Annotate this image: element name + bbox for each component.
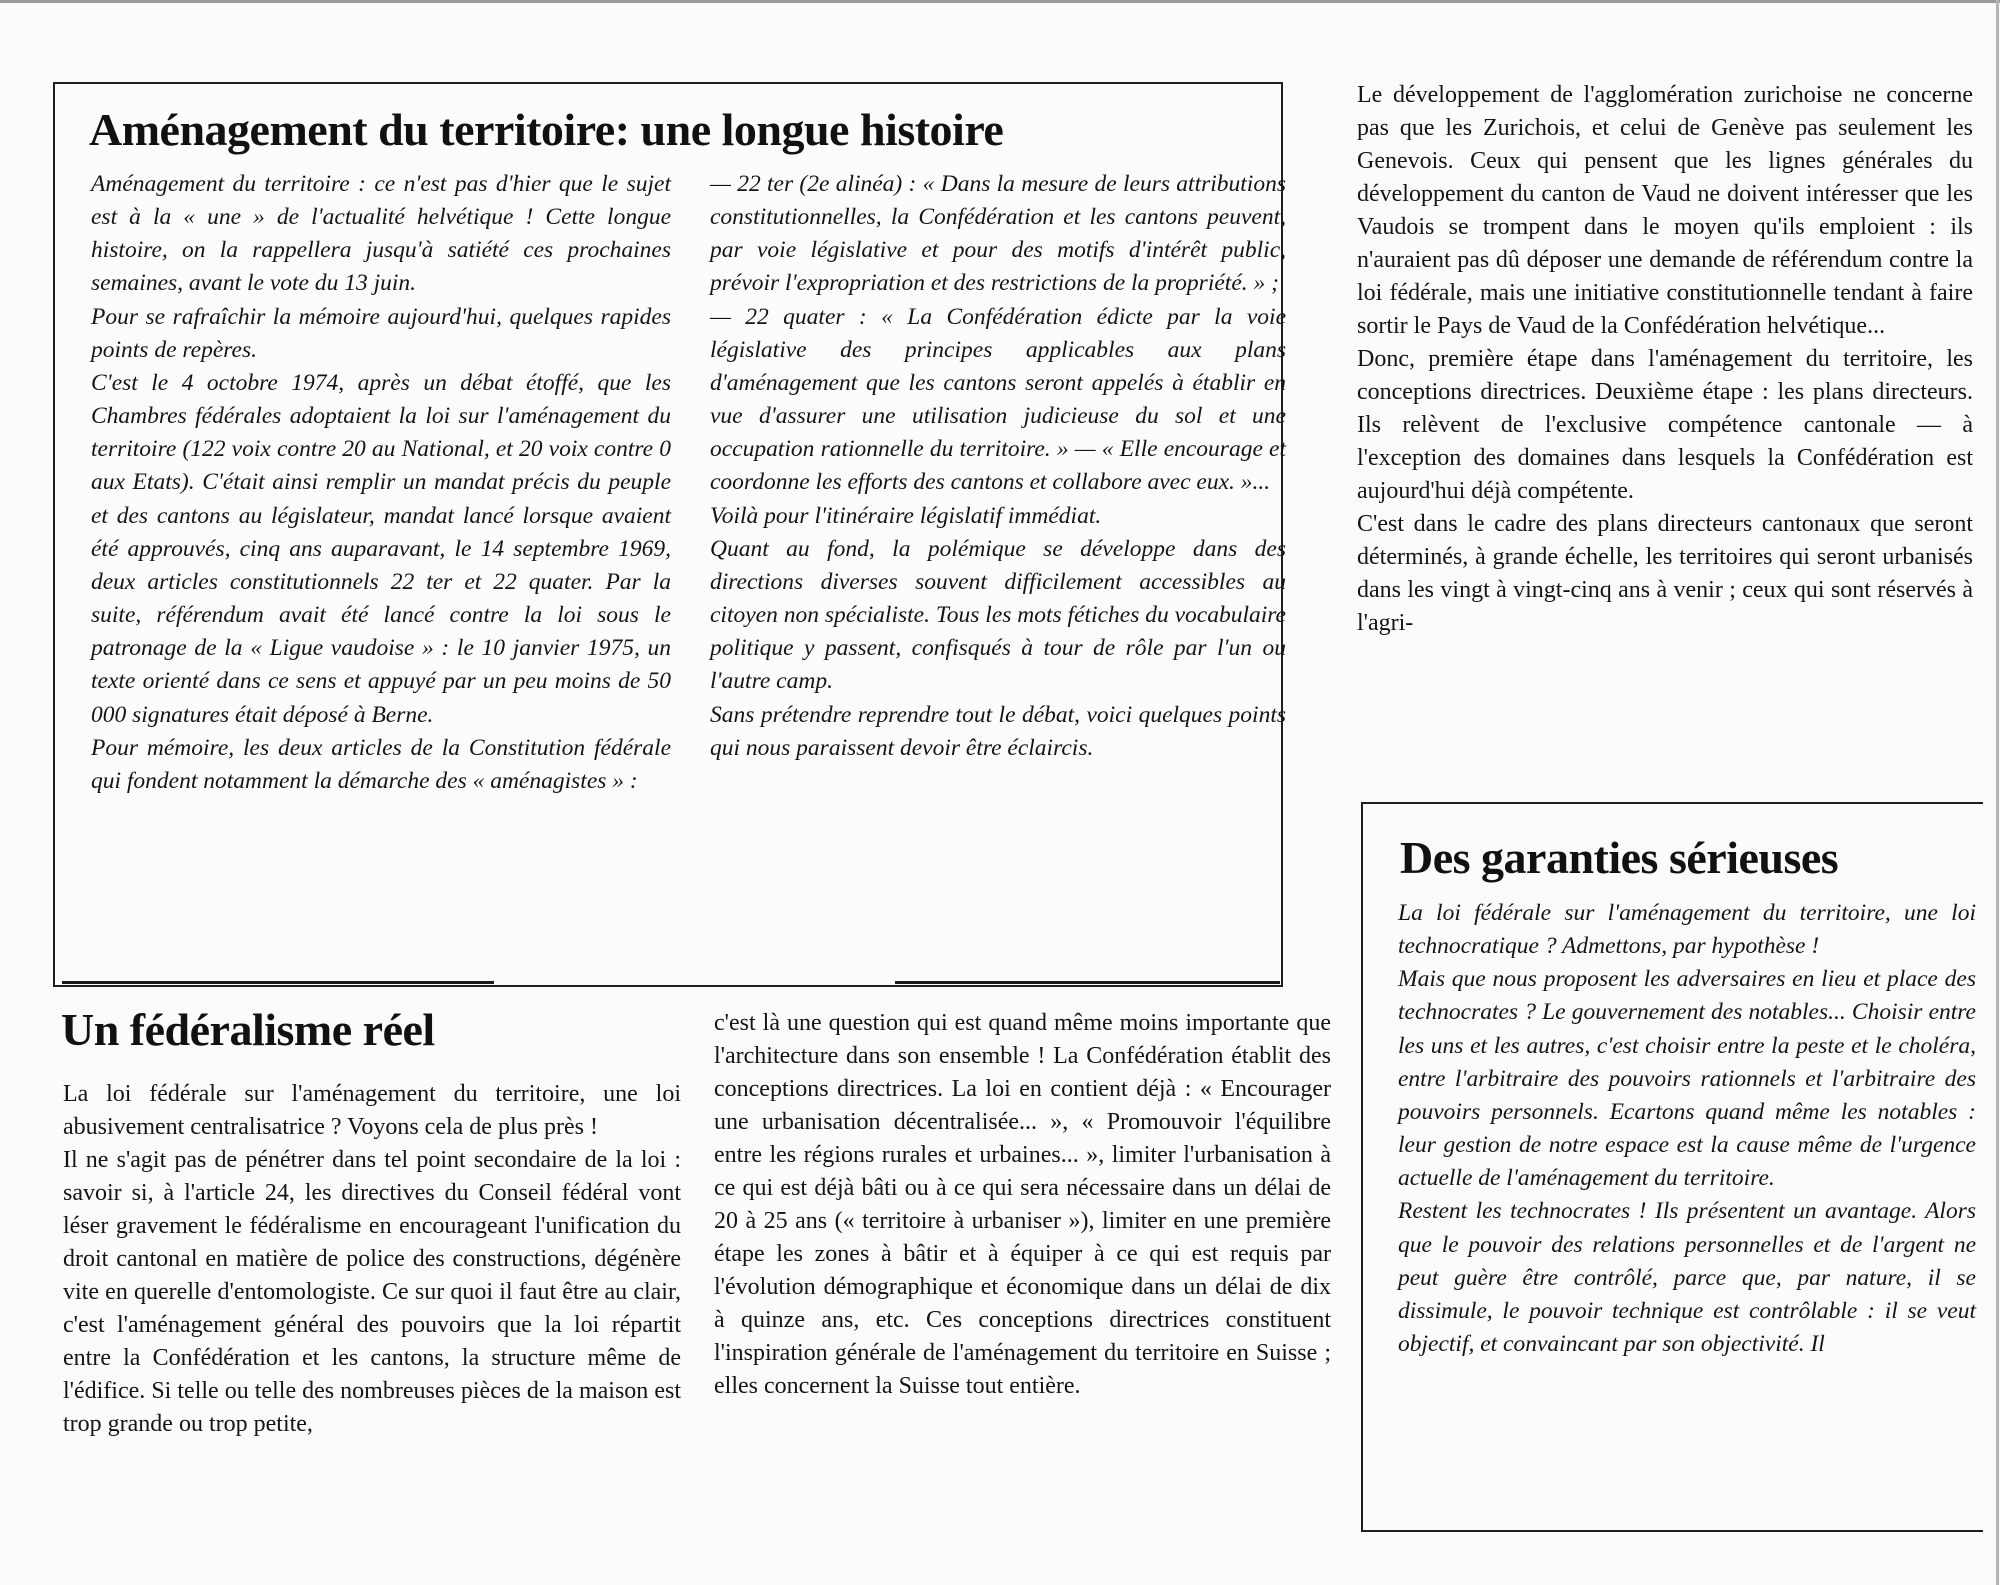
paragraph: Aménagement du territoire : ce n'est pas d'hier que le sujet est à la « une » de l'actualité helvétique ! Cette longue histoire, on la rappellera jusqu'à satiété ces prochaines semaines, avant le vote du 13 juin. [91,171,671,297]
paragraph: — 22 ter (2e alinéa) : « Dans la mesure de leurs attributions constitutionnelles, la Confédération et les cantons peuvent, par voie législative et pour des motifs d'intérêt public, prévoir l'expropriation et des restrictions de la propriété. » ; [710,171,1286,297]
main-headline: Aménagement du territoire: une longue histoire [89,104,1004,155]
paragraph: Pour mémoire, les deux articles de la Constitution fédérale qui fondent notamment la démarche des « aménagistes » : [91,734,671,794]
page-top-edge [0,0,2000,3]
paragraph: Restent les technocrates ! Ils présentent un avantage. Alors que le pouvoir des relations personnelles et de l'argent ne peut guère être contrôlé, parce que, par nature, il se dissimule, le pouvoir technique est contrôlable : il se veut objectif, et convaincant par son objectivité. Il [1398,1198,1976,1358]
paragraph: C'est le 4 octobre 1974, après un débat étoffé, que les Chambres fédérales adoptaient la loi sur l'aménagement du territoire (122 voix contre 20 au National, et 20 voix contre 0 aux Etats). C'était ainsi remplir un mandat précis du peuple et des cantons au législateur, mandat lancé lorsque avaient été approuvés, cinq ans auparavant, le 14 septembre 1969, deux articles constitutionnels 22 ter et 22 quater. Par la suite, référendum avait été lancé contre la loi sous le patronage de la « Ligue vaudoise » : le 10 janvier 1975, un texte orienté dans ce sens et appuyé par un peu moins de 50 000 signatures était déposé à Berne. [91,369,671,728]
paragraph: — 22 quater : « La Confédération édicte par la voie législative des principes applicables aux plans d'aménagement que les cantons seront appelés à établir en vue d'assurer une utilisation judicieuse du sol et une occupation rationnelle du territoire. » — « Elle encourage et coordonne les efforts des cantons et collabore avec eux. »... [710,303,1286,496]
paragraph: La loi fédérale sur l'aménagement du territoire, une loi technocratique ? Admettons, par hypothèse ! [1398,900,1976,960]
section-rule-left [62,981,494,984]
intro-left-column [91,168,671,798]
guarantees-headline: Des garanties sérieuses [1400,832,1839,883]
paragraph: Donc, première étape dans l'aménagement du territoire, les conceptions directrices. Deuxième étape : les plans directeurs. Ils relèvent de l'exclusive compétence cantonale — à l'exception des domaines dans lesquels la Confédération est aujourd'hui déjà compétente. [1357,346,1973,504]
federalism-headline: Un fédéralisme réel [61,1004,435,1055]
paragraph: c'est là une question qui est quand même moins importante que l'architecture dans son ensemble ! La Confédération établit des conceptions directrices. La loi en contient déjà : « Encourager une urbanisation décentralisée... », « Promouvoir l'équilibre entre les régions rurales et urbaines... », limiter l'urbanisation à ce qui est déjà bâti ou à ce qui sera nécessaire dans un délai de 20 à 25 ans (« territoire à urbaniser »), limiter en une première étape les zones à bâtir et à équiper à ce qui est requis par l'évolution démographique et économique dans un délai de dix à quinze ans, etc. Ces conceptions directrices constituent l'inspiration générale de l'aménagement du territoire en Suisse ; elles concernent la Suisse tout entière. [714,1010,1331,1399]
federalism-right-column [714,1007,1331,1403]
paragraph: Le développement de l'agglomération zurichoise ne concerne pas que les Zurichois, et celui de Genève pas seulement les Genevois. Ceux qui pensent que les lignes générales du développement du canton de Vaud ne doivent intéresser que les Vaudois se trompent dans le moyen qu'ils emploient : ils n'auraient pas dû déposer une demande de référendum contre la loi fédérale, mais une initiative constitutionnelle tendant à faire sortir le Pays de Vaud de la Confédération helvétique... [1357,82,1973,339]
paragraph: Pour se rafraîchir la mémoire aujourd'hui, quelques rapides points de repères. [91,303,671,363]
paragraph: Il ne s'agit pas de pénétrer dans tel point secondaire de la loi : savoir si, à l'article 24, les directives du Conseil fédéral vont léser gravement le fédéralisme en encourageant l'unification du droit cantonal en matière de police des constructions, dégénère vite en querelle d'entomologiste. Ce sur quoi il faut être au clair, c'est l'aménagement général des pouvoirs que la loi répartit entre la Confédération et les cantons, la structure même de l'édifice. Si telle ou telle des nombreuses pièces de la maison est trop grande ou trop petite, [63,1147,681,1437]
right-column-article [1357,79,1973,640]
guarantees-column [1398,897,1976,1361]
paragraph: La loi fédérale sur l'aménagement du territoire, une loi abusivement centralisatrice ? Voyons cela de plus près ! [63,1081,681,1140]
paragraph: Quant au fond, la polémique se développe dans des directions diverses souvent difficilement accessibles au citoyen non spécialiste. Tous les mots fétiches du vocabulaire politique y passent, confisqués à tour de rôle par l'un ou l'autre camp. [710,535,1286,695]
paragraph: Sans prétendre reprendre tout le débat, voici quelques points qui nous paraissent devoir être éclaircis. [710,701,1286,761]
intro-right-column [710,168,1286,765]
page-right-edge [1996,0,1999,1585]
federalism-left-column [63,1078,681,1441]
paragraph: C'est dans le cadre des plans directeurs cantonaux que seront déterminés, à grande échelle, les territoires qui seront urbanisés dans les vingt à vingt-cinq ans à venir ; ceux qui sont réservés à l'agri- [1357,511,1973,636]
section-rule-right [895,981,1280,984]
paragraph: Mais que nous proposent les adversaires en lieu et place des technocrates ? Le gouvernement des notables... Choisir entre les uns et les autres, c'est choisir entre la peste et le choléra, entre l'arbitraire des pouvoirs rationnels et l'arbitraire des pouvoirs personnels. Ecartons quand même les notables : leur gestion de notre espace est la cause même de l'urgence actuelle de l'aménagement du territoire. [1398,966,1976,1192]
paragraph: Voilà pour l'itinéraire législatif immédiat. [710,502,1102,529]
